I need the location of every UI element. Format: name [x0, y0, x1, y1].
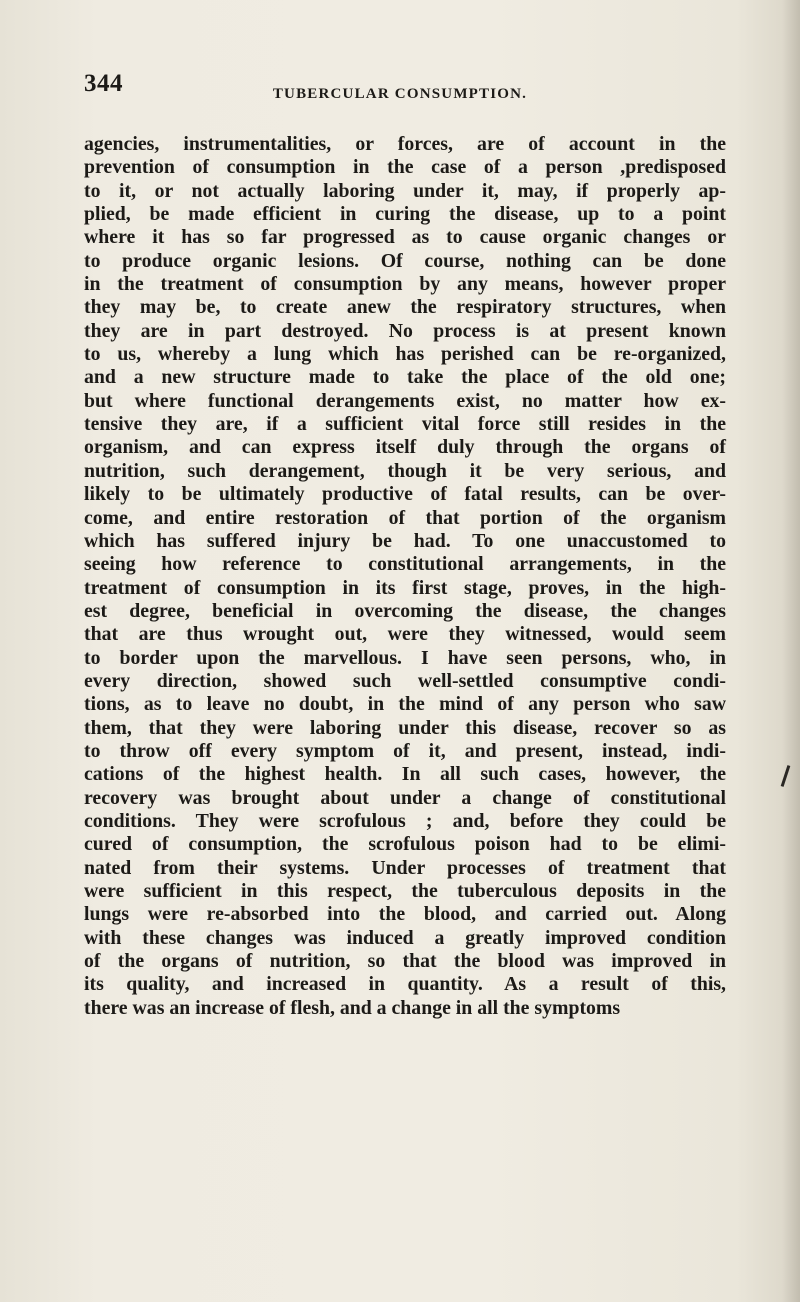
- text-line: to border upon the marvellous. I have seen persons, who, in: [84, 646, 726, 669]
- text-line: but where functional derangements exist, no matter how ex-: [84, 389, 726, 412]
- text-line: come, and entire restoration of that portion of the organism: [84, 506, 726, 529]
- text-line: tensive they are, if a sufficient vital force still resides in the: [84, 413, 726, 436]
- text-line: seeing how reference to constitutional arrangements, in the: [84, 553, 726, 576]
- page-number: 344: [84, 70, 123, 97]
- text-line: nated from their systems. Under processes of treatment that: [84, 856, 726, 879]
- text-line: they are in part destroyed. No process is at present known: [84, 319, 726, 342]
- text-line: tions, as to leave no doubt, in the mind of any person who saw: [84, 693, 726, 716]
- running-head: TUBERCULAR CONSUMPTION.: [272, 86, 528, 102]
- text-line: that are thus wrought out, were they witnessed, would seem: [84, 623, 726, 646]
- text-line: with these changes was induced a greatly improved condition: [84, 926, 726, 949]
- page-edge-shadow: [782, 0, 800, 1302]
- text-line: in the treatment of consumption by any means, however proper: [84, 273, 726, 296]
- text-line: conditions. They were scrofulous ; and, before they could be: [84, 809, 726, 832]
- text-line: where it has so far progressed as to cause organic changes or: [84, 226, 726, 249]
- body-text: [84, 133, 726, 1020]
- text-line: est degree, beneficial in overcoming the disease, the changes: [84, 599, 726, 622]
- text-line: to throw off every symptom of it, and present, instead, indi-: [84, 739, 726, 762]
- text-line: to it, or not actually laboring under it, may, if properly ap-: [84, 179, 726, 202]
- text-line: cured of consumption, the scrofulous poison had to be elimi-: [84, 833, 726, 856]
- text-line: were sufficient in this respect, the tuberculous deposits in the: [84, 880, 726, 902]
- text-line: which has suffered injury be had. To one unaccustomed to: [84, 529, 726, 552]
- text-line: they may be, to create anew the respiratory structures, when: [84, 296, 726, 319]
- text-line: there was an increase of flesh, and a change in all the symptoms: [84, 996, 621, 1019]
- text-line: every direction, showed such well-settled consumptive condi-: [84, 669, 726, 692]
- text-line: nutrition, such derangement, though it be very serious, and: [84, 459, 726, 482]
- text-line: to us, whereby a lung which has perished can be re-organized,: [84, 343, 726, 366]
- text-line: organism, and can express itself duly through the organs of: [84, 436, 726, 459]
- text-line: agencies, instrumentalities, or forces, are of account in the: [84, 133, 726, 155]
- text-line: treatment of consumption in its first stage, proves, in the high-: [84, 576, 726, 599]
- text-line: to produce organic lesions. Of course, nothing can be done: [84, 249, 726, 272]
- text-line: and a new structure made to take the place of the old one;: [84, 366, 726, 389]
- text-line: them, that they were laboring under this disease, recover so as: [84, 716, 726, 739]
- text-line: lungs were re-absorbed into the blood, and carried out. Along: [84, 903, 726, 926]
- text-line: its quality, and increased in quantity. As a result of this,: [84, 973, 726, 996]
- text-line: cations of the highest health. In all such cases, however, the: [84, 763, 726, 786]
- text-line: prevention of consumption in the case of a person ,predisposed: [84, 156, 726, 179]
- text-line: recovery was brought about under a change of constitutional: [84, 786, 726, 809]
- text-line: likely to be ultimately productive of fatal results, can be over-: [84, 483, 726, 506]
- text-line: plied, be made efficient in curing the disease, up to a point: [84, 203, 726, 226]
- text-line: of the organs of nutrition, so that the blood was improved in: [84, 950, 726, 973]
